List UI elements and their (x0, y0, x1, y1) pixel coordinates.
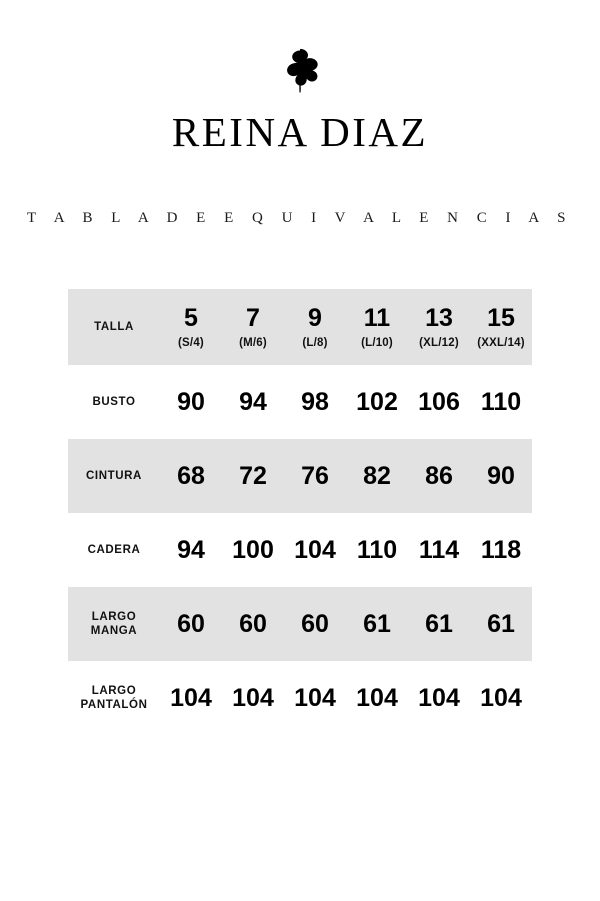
table-cell: 118 (480, 535, 522, 564)
table-cell: 68 (177, 461, 205, 490)
table-row (68, 365, 532, 439)
size-table (68, 289, 532, 735)
table-cell: 104 (418, 683, 460, 712)
table-header-row (68, 289, 532, 365)
table-cell: 61 (363, 609, 391, 638)
header-label: TALLA (94, 320, 134, 333)
header-cell (470, 289, 532, 365)
header-cell (284, 289, 346, 365)
table-cell: 60 (301, 609, 329, 638)
header-size: 13 (425, 303, 453, 332)
header-cell (160, 289, 222, 365)
table-cell: 72 (239, 461, 267, 490)
header-cell (408, 289, 470, 365)
header-letter: (S/4) (178, 337, 204, 350)
table-row (68, 513, 532, 587)
header-letter: (L/8) (302, 337, 328, 350)
row-label: CADERA (87, 543, 141, 556)
table-row (68, 439, 532, 513)
row-label (68, 587, 160, 661)
brand-name: REINA DIAZ (171, 109, 429, 155)
table-cell: 94 (239, 387, 267, 416)
table-cell: 60 (239, 609, 267, 638)
row-label: CINTURA (86, 469, 142, 482)
size-table-container (68, 289, 532, 735)
row-label-line1: LARGO (91, 684, 137, 697)
table-cell: 104 (356, 683, 398, 712)
table-cell: 110 (356, 535, 398, 564)
table-cell: 98 (301, 387, 329, 416)
header-letter: (XXL/14) (477, 337, 525, 350)
row-label-line2: PANTALÓN (80, 699, 148, 711)
table-cell: 102 (356, 387, 398, 416)
header-letter: (L/10) (361, 337, 393, 350)
table-cell: 104 (294, 535, 336, 564)
table-cell: 61 (487, 609, 515, 638)
brand-header (0, 0, 600, 153)
row-label-line2: MANGA (90, 625, 138, 637)
table-cell: 104 (170, 683, 212, 712)
header-letter: (XL/12) (419, 337, 459, 350)
clover-flower-icon (272, 46, 328, 98)
table-cell: 114 (418, 535, 460, 564)
table-row (68, 587, 532, 661)
table-row (68, 661, 532, 735)
table-cell: 94 (177, 535, 205, 564)
table-cell: 104 (480, 683, 522, 712)
header-size: 9 (308, 303, 322, 332)
table-cell: 100 (232, 535, 274, 564)
table-cell: 86 (425, 461, 453, 490)
header-cell (222, 289, 284, 365)
header-size: 15 (487, 303, 515, 332)
header-letter: (M/6) (239, 337, 267, 350)
table-cell: 82 (363, 461, 391, 490)
row-label-line1: LARGO (91, 610, 137, 623)
table-cell: 60 (177, 609, 205, 638)
header-size: 5 (184, 303, 198, 332)
row-label: BUSTO (92, 395, 136, 408)
table-cell: 61 (425, 609, 453, 638)
table-cell: 90 (487, 461, 515, 490)
table-cell: 104 (294, 683, 336, 712)
table-cell: 104 (232, 683, 274, 712)
page-subtitle: T A B L A D E E Q U I V A L E N C I A S (26, 210, 573, 226)
table-cell: 110 (480, 387, 522, 416)
table-cell: 90 (177, 387, 205, 416)
header-size: 7 (246, 303, 260, 332)
row-label (68, 661, 160, 735)
header-cell (346, 289, 408, 365)
header-size: 11 (363, 303, 391, 332)
table-cell: 76 (301, 461, 329, 490)
table-cell: 106 (418, 387, 460, 416)
